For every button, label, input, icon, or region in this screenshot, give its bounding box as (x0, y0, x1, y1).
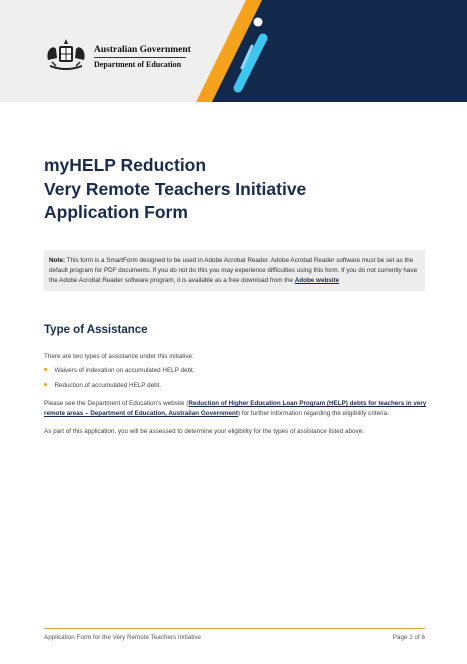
government-name: Australian Government (94, 45, 191, 55)
website-reference-text (44, 399, 427, 419)
bullet-text: Reduction of accumulated HELP debt. (54, 382, 162, 389)
footer-page-number: Page 1 of 6 (392, 634, 425, 641)
title-line-3: Application Form (44, 202, 188, 222)
note-box (44, 250, 425, 291)
note-text: This form is a SmartForm designed to be used in Adobe Acrobat Reader. Adobe Acrobat Reader software must be set as the default program for PDF documents. If you do not do this you may experience difficulties using this form. If you do not currently have the Adobe Acrobat Reader software program, it is available as a free download from the (49, 257, 418, 284)
department-website-link[interactable]: Reduction of Higher Education Loan Program (HELP) debts for teachers in very remote areas – Department of Education, Australian Government (44, 400, 427, 417)
list-item (44, 366, 195, 376)
footer-divider (44, 628, 425, 629)
footer-document-name: Application Form for the Very Remote Teachers Initiative (44, 634, 202, 641)
bullet-dot-icon (44, 368, 47, 371)
list-item (44, 381, 161, 391)
adobe-website-link[interactable]: Adobe website (294, 277, 340, 284)
logo-divider (94, 57, 186, 58)
department-name: Department of Education (94, 60, 182, 69)
title-line-1: myHELP Reduction (44, 155, 207, 175)
coat-of-arms-icon (44, 38, 88, 72)
title-line-2: Very Remote Teachers Initiative (44, 178, 307, 199)
page-title (44, 154, 424, 225)
page-header (0, 0, 467, 102)
intro-text: There are two types of assistance under this initiative: (44, 353, 194, 360)
reference-prefix: Please see the Department of Education's website ( (44, 400, 189, 407)
note-label: Note: (49, 257, 66, 264)
reference-suffix: ) for further information regarding the eligibility criteria. (237, 410, 389, 417)
bullet-dot-icon (44, 383, 47, 386)
section-heading: Type of Assistance (44, 324, 148, 336)
australian-government-logo (44, 38, 194, 74)
bullet-text: Waivers of indexation on accumulated HELP debt. (54, 367, 195, 374)
assessment-text: As part of this application, you will be assessed to determine your eligibility for the types of assistance listed above. (44, 428, 364, 435)
